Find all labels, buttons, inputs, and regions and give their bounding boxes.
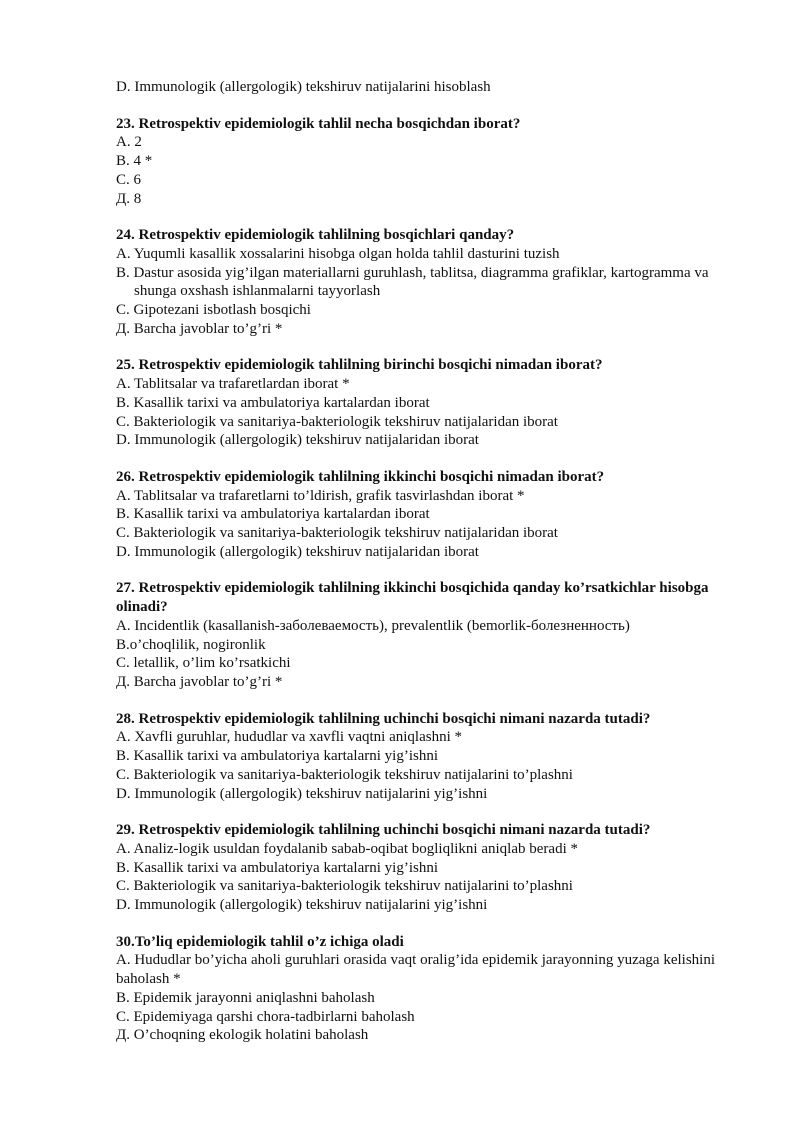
answer-option: A. Yuqumli kasallik xossalarini hisobga olgan holda tahlil dasturini tuzish	[116, 245, 560, 262]
question-title: 26. Retrospektiv epidemiologik tahlilning ikkinchi bosqichi nimadan iborat?	[116, 468, 605, 485]
answer-option: B. Kasallik tarixi va ambulatoriya kartalardan iborat	[116, 394, 430, 411]
answer-option: A. Xavfli guruhlar, hududlar va xavfli vaqtni aniqlashni *	[116, 729, 462, 746]
question-27	[116, 579, 740, 691]
answer-option: Д. O’choqning ekologik holatini baholash	[116, 1027, 369, 1044]
answer-option: B. Kasallik tarixi va ambulatoriya kartalardan iborat	[116, 506, 430, 523]
answer-option: Д. 8	[116, 190, 142, 207]
answer-option: B. 4 *	[116, 153, 153, 170]
answer-option: C. Bakteriologik va sanitariya-bakteriologik tekshiruv natijalarini to’plashni	[116, 878, 573, 895]
carryover-option: D. Immunologik (allergologik) tekshiruv natijalarini hisoblash	[116, 79, 491, 95]
answer-option: C. Gipotezani isbotlash bosqichi	[116, 302, 311, 319]
question-29	[116, 821, 740, 915]
answer-option: B. Epidemik jarayonni aniqlashni baholash	[116, 989, 375, 1006]
answer-option: A. Hududlar bo’yicha aholi guruhlari orasida vaqt oralig’ida epidemik jarayonning yuzaga kelishini baholash *	[116, 952, 715, 988]
answer-option: D. Immunologik (allergologik) tekshiruv natijalaridan iborat	[116, 543, 479, 560]
answer-option: C. Bakteriologik va sanitariya-bakteriologik tekshiruv natijalarini to’plashni	[116, 766, 573, 783]
answer-option: B. Kasallik tarixi va ambulatoriya kartalarni yig’ishni	[116, 748, 438, 765]
answer-option: B. Dastur asosida yig’ilgan materiallarni guruhlash, tablitsa, diagramma grafiklar, kartogramma va shunga oxshash ishlanmalarni tayyorlash	[116, 264, 709, 300]
answer-option: C. Bakteriologik va sanitariya-bakteriologik tekshiruv natijalaridan iborat	[116, 525, 558, 542]
question-28	[116, 710, 740, 804]
answer-option: A. Tablitsalar va trafaretlardan iborat *	[116, 376, 350, 393]
answer-option: B. Kasallik tarixi va ambulatoriya kartalarni yig’ishni	[116, 859, 438, 876]
question-24	[116, 226, 740, 338]
answer-option: A. Tablitsalar va trafaretlarni to’ldirish, grafik tasvirlashdan iborat *	[116, 487, 525, 504]
answer-option: C. 6	[116, 171, 142, 188]
answer-option: A. Incidentlik (kasallanish-заболеваемость), prevalentlik (bemorlik-болезненность)	[116, 617, 630, 634]
question-23	[116, 115, 740, 209]
question-title: 27. Retrospektiv epidemiologik tahlilning ikkinchi bosqichida qanday ko’rsatkichlar hisobga olinadi?	[116, 580, 709, 616]
question-title: 23. Retrospektiv epidemiologik tahlil necha bosqichdan iborat?	[116, 115, 521, 132]
answer-option: A. 2	[116, 134, 142, 151]
question-30	[116, 933, 740, 1045]
answer-option: Д. Barcha javoblar to’g’ri *	[116, 673, 283, 690]
answer-option: B.o’choqlilik, nogironlik	[116, 636, 266, 653]
answer-option: C. letallik, o’lim ko’rsatkichi	[116, 655, 291, 672]
question-title: 29. Retrospektiv epidemiologik tahlilning uchinchi bosqichi nimani nazarda tutadi?	[116, 822, 651, 839]
answer-option: C. Bakteriologik va sanitariya-bakteriologik tekshiruv natijalaridan iborat	[116, 413, 558, 430]
answer-option: A. Analiz-logik usuldan foydalanib sabab-oqibat bogliqlikni aniqlab beradi *	[116, 840, 578, 857]
question-title: 30.To’liq epidemiologik tahlil o’z ichiga oladi	[116, 933, 404, 950]
answer-option: C. Epidemiyaga qarshi chora-tadbirlarni baholash	[116, 1008, 415, 1025]
question-26	[116, 468, 740, 562]
question-title: 25. Retrospektiv epidemiologik tahlilning birinchi bosqichi nimadan iborat?	[116, 357, 603, 374]
question-title: 28. Retrospektiv epidemiologik tahlilning uchinchi bosqichi nimani nazarda tutadi?	[116, 710, 651, 727]
question-title: 24. Retrospektiv epidemiologik tahlilning bosqichlari qanday?	[116, 227, 515, 244]
question-25	[116, 356, 740, 450]
answer-option: D. Immunologik (allergologik) tekshiruv natijalarini yig’ishni	[116, 785, 488, 802]
answer-option: D. Immunologik (allergologik) tekshiruv natijalaridan iborat	[116, 432, 479, 449]
answer-option: Д. Barcha javoblar to’g’ri *	[116, 320, 283, 337]
answer-option: D. Immunologik (allergologik) tekshiruv natijalarini yig’ishni	[116, 897, 488, 914]
